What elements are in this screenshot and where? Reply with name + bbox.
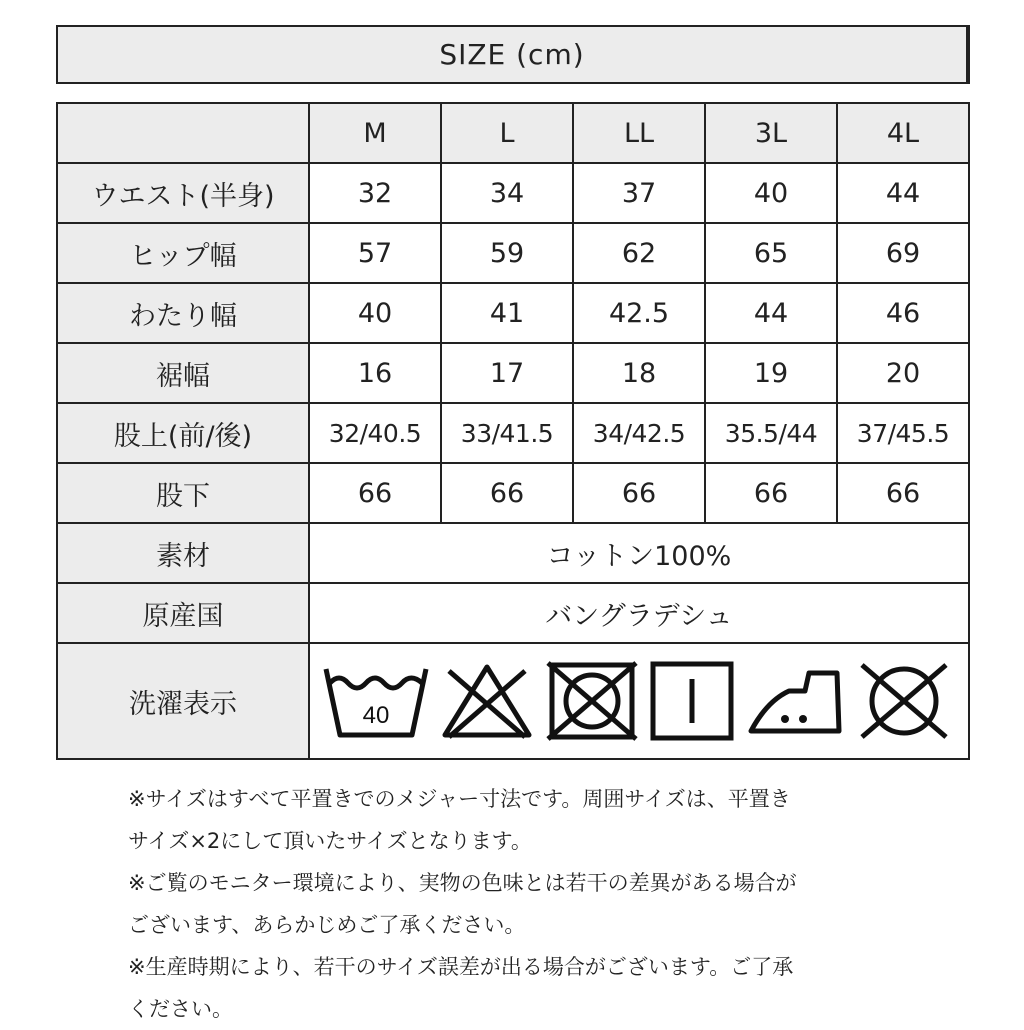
note-line: ※ご覧のモニター環境により、実物の色味とは若干の差異がある場合が	[128, 871, 797, 895]
table-cell: 66	[441, 463, 573, 523]
row-label-thigh: わたり幅	[57, 283, 309, 343]
table-cell: 34/42.5	[573, 403, 705, 463]
wash-temp-label: 40	[362, 702, 390, 729]
table-row	[57, 163, 969, 223]
note-line: ございます、あらかじめご了承ください。	[128, 913, 526, 937]
iron-medium-icon	[745, 661, 845, 741]
size-col-ll: LL	[573, 103, 705, 163]
row-label-rise: 股上(前/後)	[57, 403, 309, 463]
row-label-hem: 裾幅	[57, 343, 309, 403]
origin-value: バングラデシュ	[309, 583, 969, 643]
table-cell: 66	[705, 463, 837, 523]
table-cell: 65	[705, 223, 837, 283]
table-cell: 59	[441, 223, 573, 283]
table-row	[57, 523, 969, 583]
row-label-hip: ヒップ幅	[57, 223, 309, 283]
size-table	[56, 102, 970, 760]
table-cell: 16	[309, 343, 441, 403]
note-line: ※サイズはすべて平置きでのメジャー寸法です。周囲サイズは、平置き	[128, 787, 791, 811]
size-col-4l: 4L	[837, 103, 969, 163]
corner-cell	[57, 103, 309, 163]
table-row	[57, 343, 969, 403]
table-cell: 20	[837, 343, 969, 403]
table-cell: 32/40.5	[309, 403, 441, 463]
table-cell: 69	[837, 223, 969, 283]
table-cell: 37/45.5	[837, 403, 969, 463]
table-cell: 62	[573, 223, 705, 283]
wash-40-icon	[322, 661, 430, 741]
table-cell: 37	[573, 163, 705, 223]
table-cell: 33/41.5	[441, 403, 573, 463]
row-label-origin: 原産国	[57, 583, 309, 643]
care-icons-cell	[309, 643, 969, 759]
size-col-3l: 3L	[705, 103, 837, 163]
table-cell: 40	[309, 283, 441, 343]
table-cell: 41	[441, 283, 573, 343]
table-cell: 44	[837, 163, 969, 223]
table-cell: 35.5/44	[705, 403, 837, 463]
no-dry-clean-icon	[854, 659, 954, 743]
table-cell: 19	[705, 343, 837, 403]
line-dry-icon	[648, 659, 736, 743]
no-tumble-dry-icon	[544, 659, 640, 743]
no-bleach-icon	[439, 661, 535, 741]
row-label-material: 素材	[57, 523, 309, 583]
table-cell: 32	[309, 163, 441, 223]
row-label-waist: ウエスト(半身)	[57, 163, 309, 223]
table-cell: 18	[573, 343, 705, 403]
row-label-inseam: 股下	[57, 463, 309, 523]
table-cell: 42.5	[573, 283, 705, 343]
table-cell: 57	[309, 223, 441, 283]
row-label-care: 洗濯表示	[57, 643, 309, 759]
note-line: ※生産時期により、若干のサイズ誤差が出る場合がございます。ご了承	[128, 955, 794, 979]
table-row	[57, 583, 969, 643]
note-line: ください。	[128, 997, 233, 1021]
size-col-l: L	[441, 103, 573, 163]
table-row	[57, 643, 969, 759]
size-title: SIZE (cm)	[56, 25, 970, 84]
table-cell: 66	[837, 463, 969, 523]
table-cell: 66	[573, 463, 705, 523]
table-row	[57, 463, 969, 523]
size-col-m: M	[309, 103, 441, 163]
table-row	[57, 283, 969, 343]
notes	[128, 778, 908, 1030]
table-cell: 17	[441, 343, 573, 403]
care-icons	[310, 659, 968, 743]
material-value: コットン100%	[309, 523, 969, 583]
table-cell: 46	[837, 283, 969, 343]
size-header-row	[57, 103, 969, 163]
note-line: サイズ×2にして頂いたサイズとなります。	[128, 829, 532, 853]
table-cell: 34	[441, 163, 573, 223]
table-cell: 66	[309, 463, 441, 523]
table-row	[57, 403, 969, 463]
table-cell: 40	[705, 163, 837, 223]
table-cell: 44	[705, 283, 837, 343]
table-row	[57, 223, 969, 283]
